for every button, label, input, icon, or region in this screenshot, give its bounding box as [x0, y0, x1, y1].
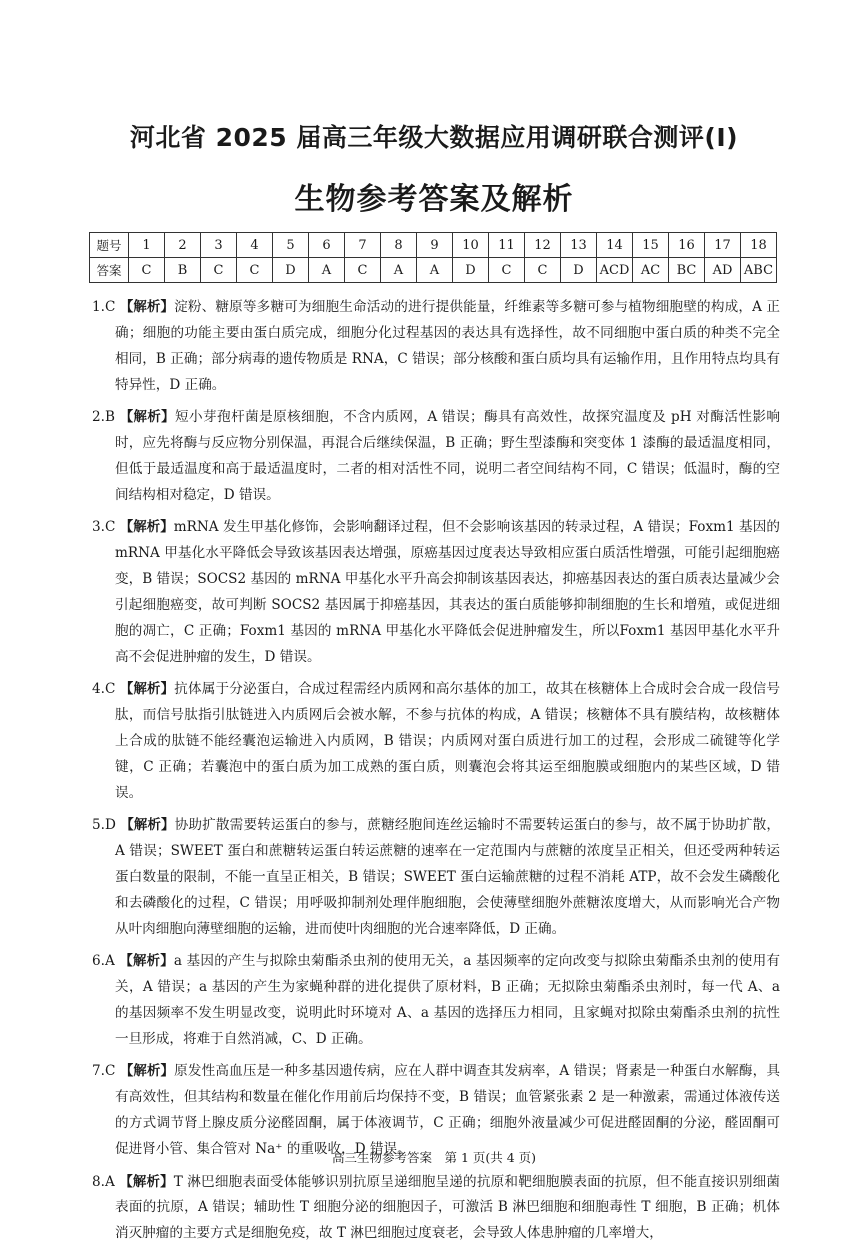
item-text: 协助扩散需要转运蛋白的参与，蔗糖经胞间连丝运输时不需要转运蛋白的参与，故不属于协助扩散，A 错误；SWEET 蛋白和蔗糖转运蛋白转运蔗糖的速率在一定范围内与蔗糖的浓度呈正相关，但还受两种转运蛋白数量的限制，不能一直呈正相关，B 错误；SWEET 蛋白运输蔗糖的过程不消耗 ATP，故不会发生磷酸化和去磷酸化的过程，C 错误；用呼吸抑制剂处理伴胞细胞，会使薄壁细胞外蔗糖浓度增大，从而影响光合产物从叶肉细胞向薄壁细胞的运输，进而使叶肉细胞的光合速率降低，D 正确。	[115, 817, 781, 937]
item-number: 7.C	[92, 1063, 116, 1080]
explanations	[92, 295, 780, 1254]
analysis-tag: 【解析】	[119, 1064, 175, 1080]
answer-cell: D	[273, 258, 309, 283]
item-text: 抗体属于分泌蛋白，合成过程需经内质网和高尔基体的加工，故其在核糖体上合成时会合成一段信号肽，而信号肽指引肽链进入内质网后会被水解，不参与抗体的构成，A 错误；核糖体不具有膜结构，故核糖体上合成的肽链不能经囊泡运输进入内质网，B 错误；内质网对蛋白质进行加工的过程，会形成二硫键等化学键，C 正确；若囊泡中的蛋白质为加工成熟的蛋白质，则囊泡会将其运至细胞膜或细胞内的某些区域，D 错误。	[115, 681, 781, 801]
item-number: 1.C	[92, 299, 116, 315]
answer-cell: D	[453, 258, 489, 283]
question-number-row	[90, 233, 777, 258]
analysis-tag: 【解析】	[119, 520, 174, 536]
answer-cell: A	[417, 258, 453, 283]
question-number: 6	[309, 233, 345, 258]
item-number: 4.C	[92, 681, 116, 698]
analysis-tag: 【解析】	[120, 818, 175, 834]
item-text: T 淋巴细胞表面受体能够识别抗原呈递细胞呈递的抗原和靶细胞膜表面的抗原，但不能直接识别细菌表面的抗原，A 错误；辅助性 T 细胞分泌的细胞因子，可激活 B 淋巴细胞和细胞毒性 T 细胞，B 正确；机体消灭肿瘤的主要方式是细胞免疫，故 T 淋巴细胞过度衰老，会导致人体患肿瘤的几率增大，	[115, 1173, 781, 1242]
question-number: 16	[669, 233, 705, 258]
question-number: 13	[561, 233, 597, 258]
answer-cell: C	[129, 258, 165, 283]
answer-cell: C	[237, 258, 273, 283]
item-text: 原发性高血压是一种多基因遗传病，应在人群中调查其发病率，A 错误；肾素是一种蛋白水解酶，具有高效性，但其结构和数量在催化作用前后均保持不变，B 错误；血管紧张素 2 是一种激素，需通过体液传送的方式调节肾上腺皮质分泌醛固酮，属于体液调节，C 正确；细胞外液量减少可促进醛固酮的分泌，醛固酮可促进肾小管、集合管对 Na⁺ 的重吸收，D 错误。	[115, 1063, 780, 1158]
question-number: 7	[345, 233, 381, 258]
analysis-tag: 【解析】	[119, 1174, 174, 1190]
question-number: 2	[165, 233, 201, 258]
answer-cell: AC	[633, 258, 669, 283]
question-number: 3	[201, 233, 237, 258]
answer-row	[90, 258, 777, 283]
explanation-item	[92, 949, 780, 1053]
answer-cell: B	[165, 258, 201, 283]
answer-cell: A	[309, 258, 345, 283]
item-text: 短小芽孢杆菌是原核细胞，不含内质网，A 错误；酶具有高效性，故探究温度及 pH 对酶活性影响时，应先将酶与反应物分别保温，再混合后继续保温，B 正确；野生型漆酶和突变体 1 漆酶的最适温度相同，但低于最适温度和高于最适温度时，二者的相对活性不同，说明二者空间结构不同，C 错误；低温时，酶的空间结构相对稳定，D 错误。	[115, 409, 780, 503]
document-title: 河北省 2025 届高三年级大数据应用调研联合测评(Ⅰ)	[129, 123, 739, 152]
question-number: 17	[705, 233, 741, 258]
answer-table	[89, 232, 777, 283]
question-number: 14	[597, 233, 633, 258]
analysis-tag: 【解析】	[119, 682, 175, 698]
explanation-item	[92, 295, 780, 399]
answer-cell: C	[489, 258, 525, 283]
page-footer: 高三生物参考答案 第 1 页(共 4 页)	[331, 1150, 537, 1165]
question-number: 9	[417, 233, 453, 258]
question-number: 11	[489, 233, 525, 258]
explanation-item	[92, 813, 780, 943]
row-label-answer: 答案	[90, 258, 129, 283]
answer-cell: C	[345, 258, 381, 283]
question-number: 18	[741, 233, 777, 258]
item-number: 6.A	[92, 953, 115, 970]
answer-cell: C	[201, 258, 237, 283]
item-number: 8.A	[92, 1173, 115, 1190]
question-number: 5	[273, 233, 309, 258]
explanation-item	[92, 677, 780, 807]
document-subtitle: 生物参考答案及解析	[294, 182, 574, 217]
analysis-tag: 【解析】	[119, 410, 175, 426]
answer-cell: BC	[669, 258, 705, 283]
question-number: 8	[381, 233, 417, 258]
item-number: 2.B	[92, 409, 115, 426]
question-number: 15	[633, 233, 669, 258]
item-number: 3.C	[92, 519, 116, 536]
question-number: 1	[129, 233, 165, 258]
explanation-item	[92, 405, 780, 509]
answer-cell: ACD	[597, 258, 633, 283]
question-number: 10	[453, 233, 489, 258]
item-text: mRNA 发生甲基化修饰，会影响翻译过程，但不会影响该基因的转录过程，A 错误；Foxm1 基因的 mRNA 甲基化水平降低会导致该基因表达增强，原癌基因过度表达导致相应蛋白质活性增强，可能引起细胞癌变，B 错误；SOCS2 基因的 mRNA 甲基化水平升高会抑制该基因表达，抑癌基因表达的蛋白质表达量减少会引起细胞癌变，故可判断 SOCS2 基因属于抑癌基因，其表达的蛋白质能够抑制细胞的生长和增殖，或促进细胞的凋亡，C 正确；Foxm1 基因的 mRNA 甲基化水平降低会促进肿瘤发生，所以Foxm1 基因甲基化水平升高不会促进肿瘤的发生，D 错误。	[115, 519, 781, 665]
item-text: a 基因的产生与拟除虫菊酯杀虫剂的使用无关，a 基因频率的定向改变与拟除虫菊酯杀虫剂的使用有关，A 错误；a 基因的产生为家蝇种群的进化提供了原材料，B 正确；无拟除虫菊酯杀虫剂时，每一代 A、a 的基因频率不发生明显改变，说明此时环境对 A、a 基因的选择压力相同，且家蝇对拟除虫菊酯杀虫剂的抗性一旦形成，将难于自然消减，C、D 正确。	[115, 953, 780, 1047]
item-number: 5.D	[92, 817, 116, 834]
explanation-item	[92, 515, 780, 670]
answer-cell: AD	[705, 258, 741, 283]
answer-cell: C	[525, 258, 561, 283]
analysis-tag: 【解析】	[119, 300, 175, 315]
explanation-item	[92, 1170, 780, 1248]
row-label-number: 题号	[90, 233, 129, 258]
item-text: 淀粉、糖原等多糖可为细胞生命活动的进行提供能量，纤维素等多糖可参与植物细胞壁的构成，A 正确；细胞的功能主要由蛋白质完成，细胞分化过程基因的表达具有选择性，故不同细胞中蛋白质的种类不完全相同，B 正确；部分病毒的遗传物质是 RNA，C 错误；部分核酸和蛋白质均具有运输作用，且作用特点均具有特异性，D 正确。	[115, 299, 780, 393]
answer-cell: A	[381, 258, 417, 283]
answer-cell: ABC	[741, 258, 777, 283]
question-number: 12	[525, 233, 561, 258]
question-number: 4	[237, 233, 273, 258]
analysis-tag: 【解析】	[119, 954, 174, 970]
answer-cell: D	[561, 258, 597, 283]
